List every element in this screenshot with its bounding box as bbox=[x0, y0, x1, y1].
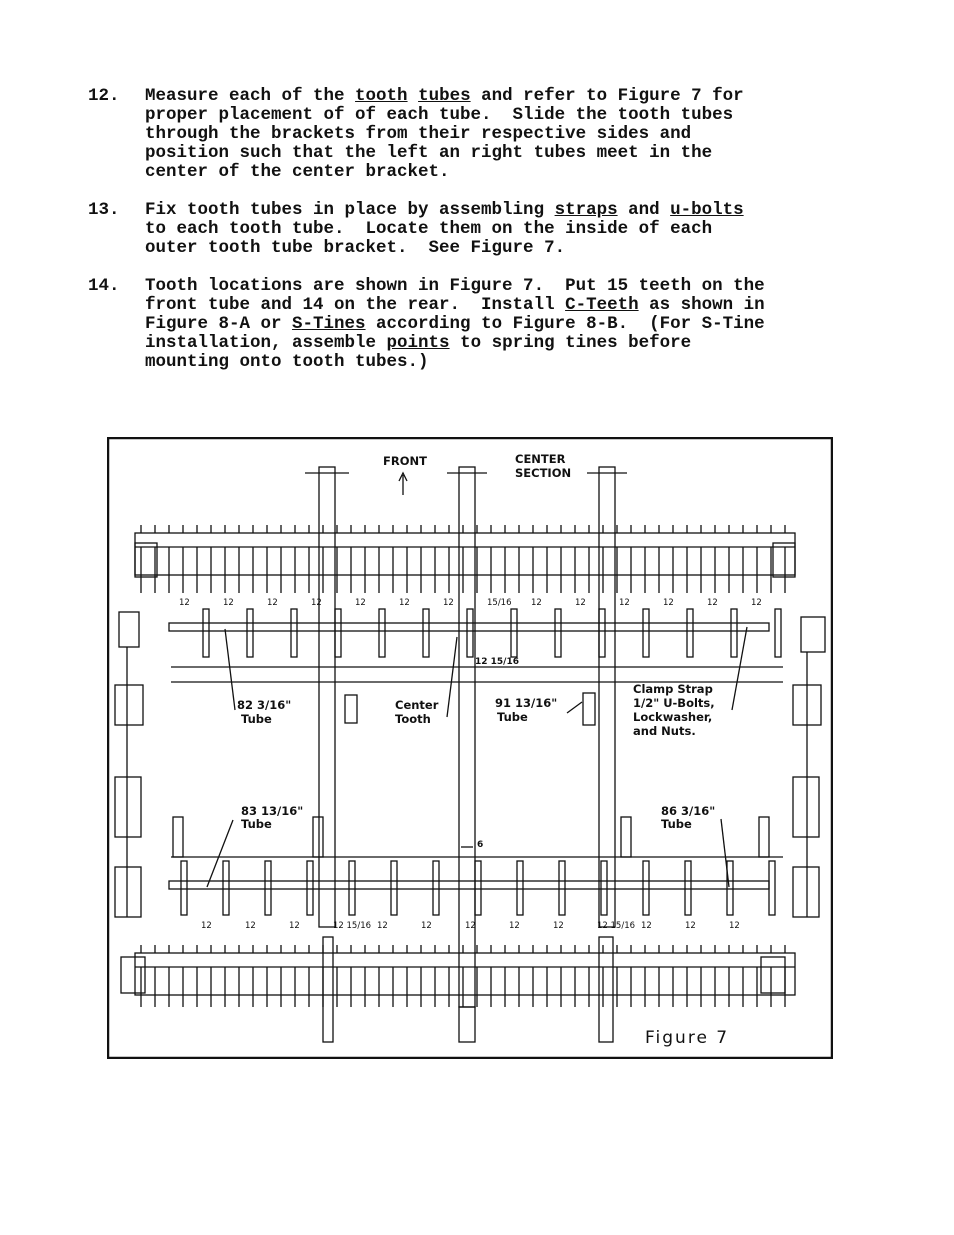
dimension-label: 15/16 bbox=[487, 598, 512, 608]
center-section-label: CENTER bbox=[515, 452, 566, 466]
svg-text:Lockwasher,: Lockwasher, bbox=[633, 710, 713, 724]
figure-caption: Figure 7 bbox=[645, 1028, 730, 1048]
svg-text:6: 6 bbox=[477, 840, 484, 850]
dimension-label: 12 bbox=[443, 598, 454, 608]
dimension-label: 12 bbox=[267, 598, 278, 608]
rear-tooth-tube bbox=[169, 623, 769, 631]
step-text: Tooth locations are shown in Figure 7. Put 15 teeth on the front tube and 14 on the rear. Install C-Teeth as shown in Figure 8-A or S-Tines according to Figure 8-B. (For S-Tine installation, assemble points to spring tines before mounting onto tooth tubes.) bbox=[145, 276, 765, 372]
svg-text:91 13/16": 91 13/16" bbox=[495, 696, 558, 710]
figure-7-diagram bbox=[107, 437, 833, 1059]
rear-tooth-bar bbox=[135, 533, 795, 575]
step-text: Fix tooth tubes in place by assembling straps and u-bolts to each tooth tube. Locate them on the inside of each outer tooth tube bracket. See Figure 7. bbox=[145, 200, 744, 258]
svg-text:86 3/16": 86 3/16" bbox=[661, 804, 716, 818]
dimension-label: 12 bbox=[509, 921, 520, 931]
underlined-term: C-Teeth bbox=[565, 295, 639, 315]
dimension-label: 12 bbox=[751, 598, 762, 608]
step-number: 13. bbox=[88, 200, 120, 220]
svg-text:Center: Center bbox=[395, 698, 439, 712]
svg-text:12 15/16: 12 15/16 bbox=[475, 657, 519, 667]
svg-text:1/2" U-Bolts,: 1/2" U-Bolts, bbox=[633, 696, 715, 710]
front-tooth-tube bbox=[169, 881, 769, 889]
dimension-label: 12 bbox=[575, 598, 586, 608]
dimension-label: 12 bbox=[663, 598, 674, 608]
front-tooth-bar bbox=[135, 953, 795, 995]
dimension-label: 12 bbox=[355, 598, 366, 608]
svg-text:Tube: Tube bbox=[241, 712, 272, 726]
center-section-label-2: SECTION bbox=[515, 466, 572, 480]
dimension-label: 12 bbox=[685, 921, 696, 931]
dimension-label: 12 bbox=[289, 921, 300, 931]
dimension-label: 12 15/16 bbox=[333, 921, 372, 931]
underlined-term: points bbox=[386, 333, 450, 353]
svg-text:82 3/16": 82 3/16" bbox=[237, 698, 292, 712]
svg-text:Tube: Tube bbox=[241, 817, 272, 831]
step-number: 12. bbox=[88, 86, 120, 106]
dimension-label: 12 bbox=[641, 921, 652, 931]
svg-text:Tube: Tube bbox=[661, 817, 692, 831]
front-label: FRONT bbox=[383, 454, 427, 468]
step-number: 14. bbox=[88, 276, 120, 296]
dimension-label: 12 bbox=[421, 921, 432, 931]
svg-text:Clamp Strap: Clamp Strap bbox=[633, 682, 713, 696]
dimension-label: 12 bbox=[179, 598, 190, 608]
underlined-term: u-bolts bbox=[670, 200, 744, 220]
dimension-label: 12 bbox=[707, 598, 718, 608]
underlined-term: tubes bbox=[418, 86, 471, 106]
dimension-label: 12 bbox=[201, 921, 212, 931]
underlined-term: S-Tines bbox=[292, 314, 366, 334]
dimension-label: 12 bbox=[223, 598, 234, 608]
dimension-label: 12 bbox=[619, 598, 630, 608]
svg-text:83 13/16": 83 13/16" bbox=[241, 804, 304, 818]
svg-text:Tooth: Tooth bbox=[395, 712, 431, 726]
dimension-label: 12 bbox=[245, 921, 256, 931]
dimension-label: 12 bbox=[553, 921, 564, 931]
dimension-label: 12 bbox=[465, 921, 476, 931]
dimension-label: 12 15/16 bbox=[597, 921, 636, 931]
dimension-label: 12 bbox=[311, 598, 322, 608]
svg-text:Tube: Tube bbox=[497, 710, 528, 724]
svg-text:and Nuts.: and Nuts. bbox=[633, 724, 696, 738]
underlined-term: tooth bbox=[355, 86, 408, 106]
dimension-label: 12 bbox=[377, 921, 388, 931]
dimension-label: 12 bbox=[399, 598, 410, 608]
dimension-label: 12 bbox=[531, 598, 542, 608]
underlined-term: straps bbox=[554, 200, 618, 220]
step-text: Measure each of the tooth tubes and refer to Figure 7 for proper placement of of each tube. Slide the tooth tubes through the brackets from their respective sides and position such that the left an right tubes meet in the center of the center bracket. bbox=[145, 86, 744, 182]
dimension-label: 12 bbox=[729, 921, 740, 931]
figure-border bbox=[108, 438, 832, 1058]
